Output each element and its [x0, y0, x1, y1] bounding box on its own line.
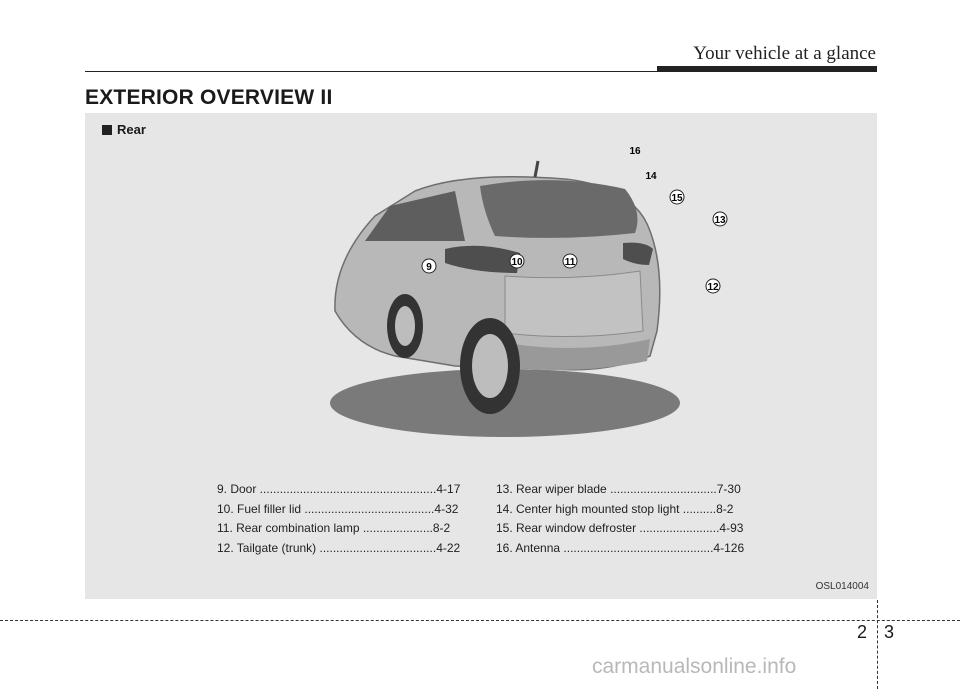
callout-12-label: 12 — [707, 282, 719, 293]
list-item: 16. Antenna .............................................4-126 — [496, 540, 745, 555]
figure-panel — [85, 113, 877, 599]
square-bullet-icon — [102, 125, 112, 135]
subheading — [102, 122, 146, 137]
callout-16-label: 16 — [629, 146, 641, 157]
rear-window — [480, 180, 637, 238]
parts-list-right — [496, 480, 746, 558]
subheading-label: Rear — [117, 122, 146, 137]
callout-15-label: 15 — [671, 193, 683, 204]
callout-10-label: 10 — [511, 257, 523, 268]
header-rule — [85, 71, 877, 72]
callout-11-label: 11 — [564, 257, 576, 268]
callout-9-label: 9 — [426, 262, 432, 273]
page-number: 3 — [884, 622, 895, 642]
watermark: carmanualsonline.info — [592, 655, 797, 678]
footer-rule — [0, 620, 960, 621]
list-item: 14. Center high mounted stop light ..........8-2 — [496, 501, 734, 516]
list-item: 12. Tailgate (trunk) ...................................4-22 — [217, 540, 461, 555]
running-header: Your vehicle at a glance — [693, 43, 876, 64]
list-item: 10. Fuel filler lid .......................................4-32 — [217, 501, 459, 516]
callout-13-label: 13 — [714, 215, 726, 226]
list-item: 15. Rear window defroster ........................4-93 — [496, 521, 744, 535]
callout-14-label: 14 — [645, 171, 657, 182]
vehicle-rear-illustration — [305, 141, 726, 441]
chapter-number: 2 — [857, 622, 868, 642]
rear-wheel-rim — [472, 334, 508, 398]
parts-list-left — [217, 480, 467, 558]
section-title: EXTERIOR OVERVIEW II — [85, 86, 333, 109]
tailgate — [505, 271, 643, 337]
image-code: OSL014004 — [815, 581, 869, 592]
list-item: 9. Door .....................................................4-17 — [217, 482, 461, 496]
front-wheel-rim — [395, 306, 415, 346]
antenna — [535, 161, 538, 177]
list-item: 11. Rear combination lamp .....................8-2 — [217, 521, 451, 535]
list-item: 13. Rear wiper blade ................................7-30 — [496, 482, 741, 496]
footer-divider — [877, 600, 878, 689]
